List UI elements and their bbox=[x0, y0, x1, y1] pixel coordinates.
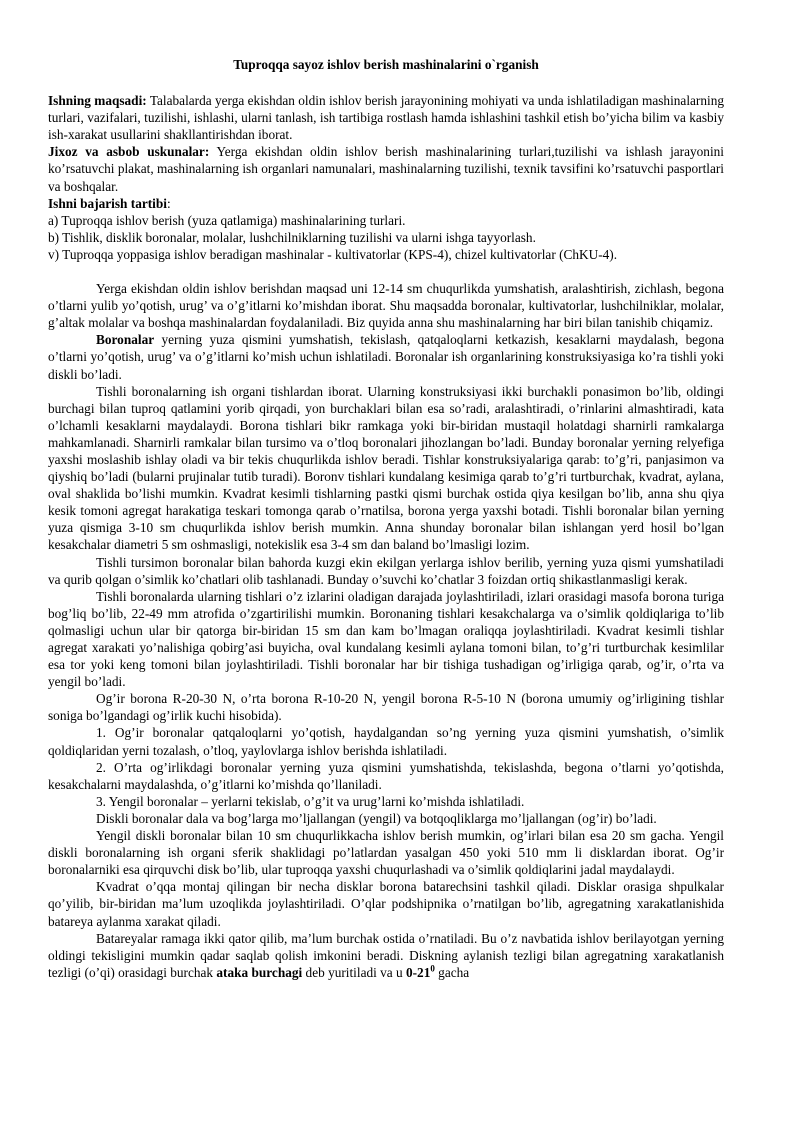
boronalar-text: yerning yuza qismini yumshatish, tekislash, qatqaloqlarni ketkazish, kesaklarni maydalash, begona o’tlarni yo’qotish, urug’ va o’g’itlarni ko’mish uchun ishlatiladi. Boronalar ish organlarining konstruksiyasiga ko’ra tishli yoki diskli bo’ladi. bbox=[48, 332, 724, 382]
batareya-text-c: gacha bbox=[434, 964, 470, 980]
degree-superscript: 0 bbox=[430, 963, 435, 974]
numbered-item-3: 3. Yengil boronalar – yerlarni tekislab, o’g’it va urug’larni ko’mishda ishlatiladi. bbox=[96, 793, 525, 809]
boronalar-label: Boronalar bbox=[96, 332, 155, 348]
batareya-text-b: deb yuritiladi va u bbox=[302, 964, 406, 980]
diskli-paragraph: Diskli boronalar dala va bog’larga mo’ljallangan (yengil) va botqoqliklarga mo’ljallangan (og’ir) bo’ladi. bbox=[96, 810, 657, 826]
order-colon: : bbox=[166, 195, 171, 211]
weight-paragraph: Og’ir borona R-20-30 N, o’rta borona R-10-20 N, yengil borona R-5-10 N (borona umumiy og’irligining tishlar soniga bo’lgandagi og’irlik kuchi hisobida). bbox=[48, 691, 724, 724]
tishli-paragraph: Tishli boronalarning ish organi tishlardan iborat. Ularning konstruksiyasi ikki burchakli ponasimon bo’lib, oldingi burchagi bilan tuproq qatlamini yorib qirqadi, yon burchaklari bilan esa so’radi, aralashtiradi, o’rinlarini almashtiradi, kata o’lchamli kesaklarni maydalaydi. Borona tishlari bikr ramkaga yoki bir-biridan mustaqil holatdagi sharnirli ramkalarga mahkamlanadi. Sharnirli ramkalar bilan tursimo va o’tloq boronalari jihozlangan bo’ladi. Bunday boronalar yerning relyefiga yaxshi moslashib ishlay oladi va bir tekis chuqurlikda ishlov beradi. Tishlar konstruksiyalariga qarab: to’g’ri, panjasimon va qiyshiq bo’ladi (bularni prujinalar tutib turadi). Boronv tishlari kundalang kesimiga qarab to’g’ri turtburchak, kvadrat, aylana, oval shaklida bo’lishi mumkin. Kvadrat kesimli tishlarning pastki qismi burchak ostida qiya kesilgan bo’lib, anna shu qiya kesik tomoni agregat harakatiga teskari tomonga qarab o’rnatilsa, borona yerga yaxshi botadi. Tishli boronalar bilan yerning yuza qismiga 3-10 sm chuqurlikda ishlov berish mumkin. Anna shunday boronalar bilan ishlangan yerd hosil bo’lgan kesakchalar diametri 5 sm oshmasligi, notekislik esa 3-4 sm dan baland bo’lmasligi lozim. bbox=[48, 383, 724, 553]
batareya-paragraph bbox=[48, 930, 724, 981]
aim-text: Talabalarda yerga ekishdan oldin ishlov berish jarayonining mohiyati va unda ishlatiladigan mashinalarning turlari, vazifalari, tuzilishi, ishlashi, ularni tanlash, ish tartibiga rostlash hamda ishlashini tashkil etish bo’yicha bilim va kasbiy ish-xarakat usullarini shakllantirishdan iborat. bbox=[48, 93, 724, 143]
equipment-label: Jixoz va asbob uskunalar: bbox=[48, 144, 210, 160]
tursimon-paragraph: Tishli tursimon boronalar bilan bahorda kuzgi ekin ekilgan yerlarga ishlov berilib, yerning yuza qismi yumshatiladi va qurib qolgan o’simlik ko’chatlari olib tashlanadi. Bunday o’suvchi ko’chatlar 3 foizdan ortiq shikastlanmasligi kerak. bbox=[48, 554, 724, 587]
numbered-item-2: 2. O’rta og’irlikdagi boronalar yerning yuza qismini yumshatishda, tekislashda, begona o’tlarni yo’qotishda, kesakchalarni maydalashda, o’g’itlarni ko’mishda qo’llaniladi. bbox=[48, 759, 724, 792]
equipment-paragraph bbox=[48, 143, 724, 194]
ataka-burchagi-term: ataka burchagi bbox=[216, 964, 303, 980]
order-item: a) Tuproqqa ishlov berish (yuza qatlamiga) mashinalarining turlari. bbox=[48, 212, 406, 228]
placement-paragraph: Tishli boronalarda ularning tishlari o’z izlarini oladigan darajada joylashtiriladi, izlari orasidagi masofa borona turiga bog’liq bo’lib, 22-49 mm atrofida o’zgartirilishi mumkin. Boronaning tishlari kesakchalarga va o’simlik qoldiqlariga to’lib qolmasligi uchun ular bir qatorga bir-biridan 15 sm dan kam bo’lmagan oraliqqa joylashtiriladi. Kvadrat kesimli tishlar agregat xarakati yo’nalishiga qobirg’asi buyicha, oval kundalang kesimli aylana tomoni bilan, to’g’ri turtburchak kesimlilar esa tor yoki keng tomoni bilan joylashtiriladi. Tishli boronalar har bir tishiga tushadigan og’irligiga qarab, og’ir, o’rta va yengil bo’ladi. bbox=[48, 588, 724, 690]
equipment-text: Yerga ekishdan oldin ishlov berish mashinalarining turlari,tuzilishi va ishlash jarayonini ko’rsatuvchi plakat, mashinalarning ish organlari namunalari, mashinalarning tuzilishi, texnik tavsifini ko’rsatuvchi pasportlari va boshqalar. bbox=[48, 144, 724, 194]
order-label: Ishni bajarish tartibi bbox=[48, 195, 167, 211]
angle-range: 0-21 bbox=[405, 964, 431, 980]
aim-paragraph bbox=[48, 92, 724, 143]
order-heading bbox=[48, 195, 724, 212]
batareya-text-a: Batareyalar ramaga ikki qator qilib, ma’lum burchak ostida o’rnatiladi. Bu o’z navbatida ishlov berilayotgan yerning oldingi tekisligini mumkin qadar saqlab qolish imkonini beradi. Diskning aylanish tezligi bilan agregatning xarakatlanish tezligi (o’qi) orasidagi burchak bbox=[48, 930, 724, 980]
order-item: b) Tishlik, disklik boronalar, molalar, lushchilniklarning tuzilishi va ularni ishga tayyorlash. bbox=[48, 229, 536, 245]
order-item: v) Tuproqqa yoppasiga ishlov beradigan mashinalar - kultivatorlar (KPS-4), chizel kultivatorlar (ChKU-4). bbox=[48, 246, 618, 262]
intro-paragraph: Yerga ekishdan oldin ishlov berishdan maqsad uni 12-14 sm chuqurlikda yumshatish, aralashtirish, zichlash, begona o’tlarni yulib yo’qotish, urug’ va o’g’itlarni ko’mishdan iborat. Shu maqsadda boronalar, kultivatorlar, lushchilniklar, molalar, g’altak molalar va boshqa mashinalardan foydalaniladi. Biz quyida anna shu mashinalarning har biri bilan tanishib chiqamiz. bbox=[48, 281, 724, 331]
document-title: Tuproqqa sayoz ishlov berish mashinalarini o`rganish bbox=[233, 57, 539, 72]
aim-label: Ishning maqsadi: bbox=[48, 93, 147, 109]
yengil-diskli-paragraph: Yengil diskli boronalar bilan 10 sm chuqurlikkacha ishlov berish mumkin, og’irlari bilan esa 20 sm gacha. Yengil diskli boronalarning ish organi sferik shaklidagi po’latlardan yasalgan 450 yoki 510 mm li disklardan iborat. Og’ir boronalarniki esa qirquvchi disk bo’lib, ular tuproqqa yaxshi chuqurlashadi va o’simlik qoldiqlarini jadal maydalaydi. bbox=[48, 828, 724, 878]
blank-line bbox=[48, 263, 724, 280]
kvadrat-paragraph: Kvadrat o’qqa montaj qilingan bir necha disklar borona batarechsini tashkil qiladi. Disklar orasiga shpulkalar qo’yilib, bir-biridan ma’lum uzoqlikda joylashtiriladi. O’qlar podshipnika o’rnatilgan bo’lib, agregatning xarakatlanishida batareya aylanma xarakat qiladi. bbox=[48, 879, 724, 929]
boronalar-paragraph bbox=[48, 331, 724, 382]
document-page bbox=[48, 56, 724, 981]
numbered-item-1: 1. Og’ir boronalar qatqaloqlarni yo’qotish, haydalgandan so’ng yerning yuza qismini yumshatish, o’simlik qoldiqlaridan yerni tozalash, o’tloq, yaylovlarga ishlov berishda ishlatiladi. bbox=[48, 725, 724, 758]
